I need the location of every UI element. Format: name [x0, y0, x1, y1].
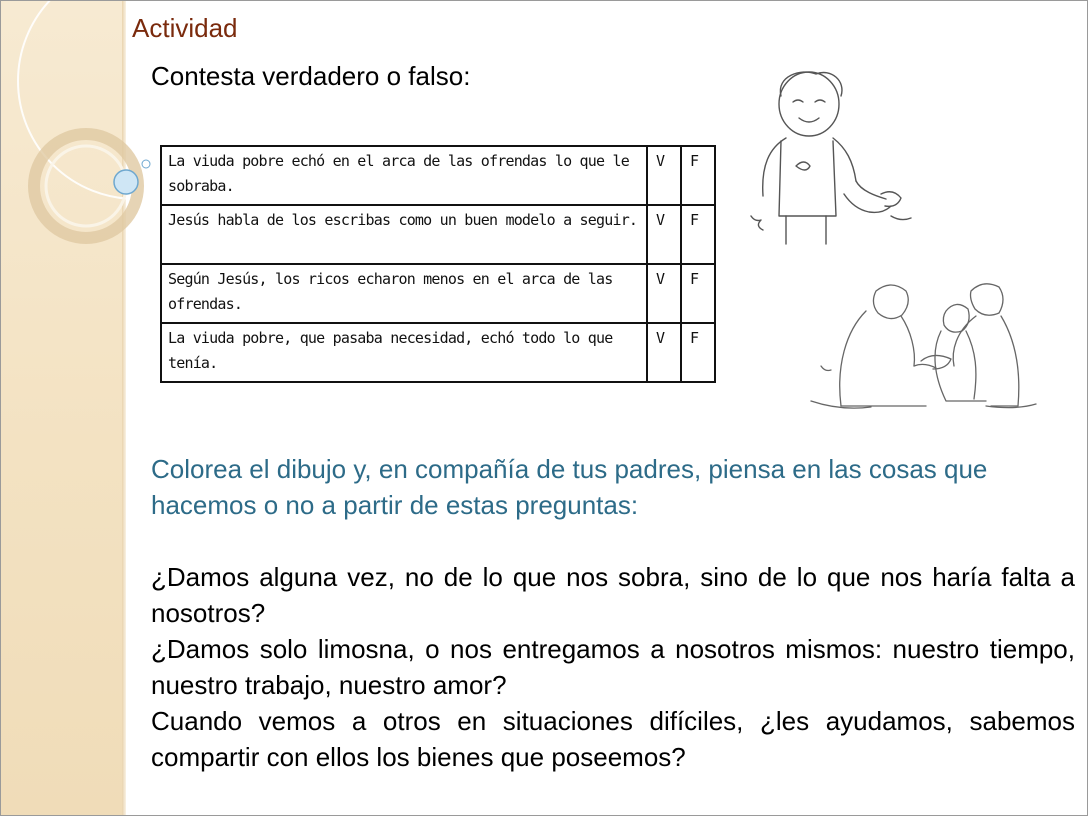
blue-bullet-icon: [114, 170, 138, 194]
statement-cell: Según Jesús, los ricos echaron menos en el arca de las ofrendas.: [161, 264, 647, 323]
statement-cell: La viuda pobre echó en el arca de las ofrendas lo que le sobraba.: [161, 146, 647, 205]
statement-cell: La viuda pobre, que pasaba necesidad, echó todo lo que tenía.: [161, 323, 647, 382]
instruction-text: Contesta verdadero o falso:: [151, 61, 471, 91]
question-1: ¿Damos alguna vez, no de lo que nos sobra, sino de lo que nos haría falta a nosotros?: [151, 562, 1075, 628]
true-false-table: [160, 145, 716, 383]
true-option: V: [647, 264, 681, 323]
false-option: F: [681, 323, 715, 382]
question-3: Cuando vemos a otros en situaciones difíciles, ¿les ayudamos, sabemos compartir con ellos los bienes que poseemos?: [151, 706, 1075, 772]
giving-figure-illustration: [741, 66, 921, 251]
sharing-figures-illustration: [806, 271, 1046, 413]
table-row: [161, 264, 715, 323]
questions-block: [151, 559, 1075, 775]
true-option: V: [647, 323, 681, 382]
table-row: [161, 146, 715, 205]
false-option: F: [681, 146, 715, 205]
slide-title: Actividad: [132, 13, 238, 43]
false-option: F: [681, 264, 715, 323]
question-2: ¿Damos solo limosna, o nos entregamos a nosotros mismos: nuestro tiempo, nuestro trabajo, nuestro amor?: [151, 634, 1075, 700]
table-row: [161, 205, 715, 264]
coloring-instruction: Colorea el dibujo y, en compañía de tus padres, piensa en las cosas que hacemos o no a partir de estas preguntas:: [151, 454, 988, 520]
true-option: V: [647, 205, 681, 264]
true-option: V: [647, 146, 681, 205]
false-option: F: [681, 205, 715, 264]
statement-cell: Jesús habla de los escribas como un buen modelo a seguir.: [161, 205, 647, 264]
table-row: [161, 323, 715, 382]
